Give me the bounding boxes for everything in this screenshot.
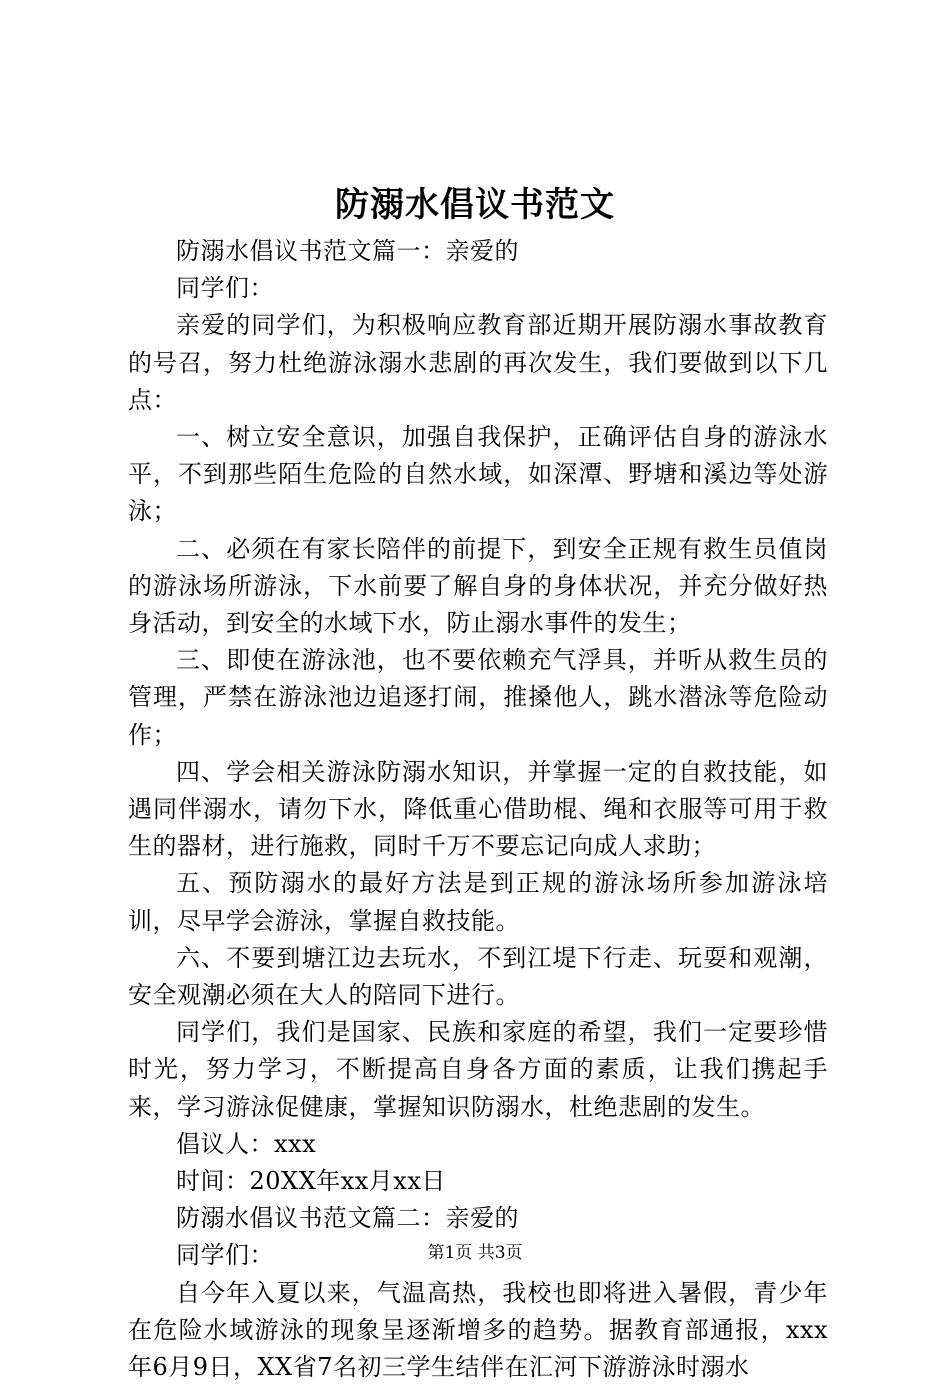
paragraph: 同学们，我们是国家、民族和家庭的希望，我们一定要珍惜时光，努力学习，不断提高自身各方面的素质，让我们携起手来，学习游泳促健康，掌握知识防溺水，杜绝悲剧的发生。 — [128, 1018, 828, 1121]
paragraph: 一、树立安全意识，加强自我保护，正确评估自身的游泳水平，不到那些陌生危险的自然水域，如深潭、野塘和溪边等处游泳； — [128, 423, 828, 526]
paragraph: 同学们： — [176, 1241, 274, 1270]
paragraph: 六、不要到塘江边去玩水，不到江堤下行走、玩耍和观潮，安全观潮必须在大人的陪同下进行。 — [128, 943, 828, 1010]
page-footer: 第1页 共3页 — [427, 1243, 523, 1263]
paragraph: 二、必须在有家长陪伴的前提下，到安全正规有救生员值岗的游泳场所游泳，下水前要了解自身的身体状况，并充分做好热身活动，到安全的水域下水，防止溺水事件的发生； — [128, 534, 828, 638]
paragraph: 亲爱的同学们，为积极响应教育部近期开展防溺水事故教育的号召，努力杜绝游泳溺水悲剧的再次发生，我们要做到以下几点： — [128, 311, 828, 414]
document-body — [128, 233, 828, 1386]
paragraph: 防溺水倡议书范文篇二：亲爱的 — [176, 1204, 519, 1233]
paragraph: 四、学会相关游泳防溺水知识，并掌握一定的自救技能，如遇同伴溺水，请勿下水，降低重心借助棍、绳和衣服等可用于救生的器材，进行施救，同时千万不要忘记向成人求助； — [128, 757, 828, 861]
paragraph: 倡议人：xxx — [176, 1129, 317, 1158]
paragraph: 时间：20XX年xx月xx日 — [176, 1167, 446, 1196]
document-title: 防溺水倡议书范文 — [335, 185, 615, 225]
paragraph: 自今年入夏以来，气温高热，我校也即将进入暑假，青少年在危险水域游泳的现象呈逐渐增多的趋势。据教育部通报，xxx年6月9日，XX省7名初三学生结伴在汇河下游游泳时溺水 — [128, 1278, 828, 1382]
paragraph: 三、即使在游泳池，也不要依赖充气浮具，并听从救生员的管理，严禁在游泳池边追逐打闹，推搡他人，跳水潜泳等危险动作； — [128, 646, 828, 749]
paragraph: 同学们： — [176, 274, 274, 303]
paragraph: 防溺水倡议书范文篇一：亲爱的 — [176, 237, 519, 265]
paragraph: 五、预防溺水的最好方法是到正规的游泳场所参加游泳培训，尽早学会游泳，掌握自救技能。 — [128, 869, 828, 935]
